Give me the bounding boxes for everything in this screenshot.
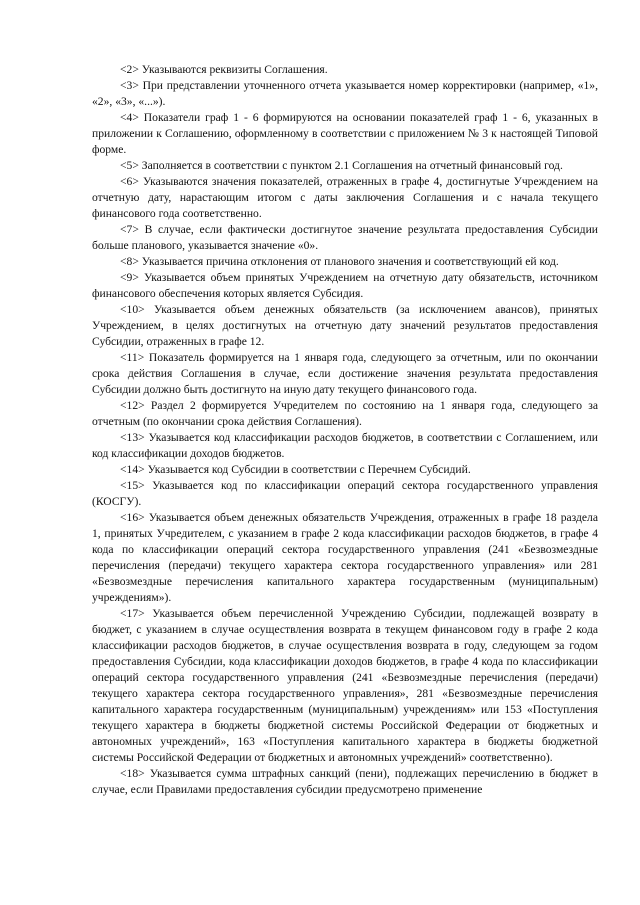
- footnote-11: <11> Показатель формируется на 1 января года, следующего за отчетным, или по окончании срока действия Соглашения в случае, если достижение значения результата предоставления Субсидии должно быть достигнуто на иную дату текущего финансового года.: [92, 351, 598, 396]
- footnote-12: <12> Раздел 2 формируется Учредителем по состоянию на 1 января года, следующего за отчетным (по окончании срока действия Соглашения).: [92, 399, 598, 428]
- footnote-3: <3> При представлении уточненного отчета указывается номер корректировки (например, «1», «2», «3», «...»).: [92, 79, 598, 108]
- footnote-7: <7> В случае, если фактически достигнутое значение результата предоставления Субсидии больше планового, указывается значение «0».: [92, 223, 598, 252]
- footnote-8: <8> Указывается причина отклонения от планового значения и соответствующий ей код.: [120, 255, 559, 268]
- footnote-14: <14> Указывается код Субсидии в соответствии с Перечнем Субсидий.: [120, 463, 471, 476]
- footnote-15: <15> Указывается код по классификации операций сектора государственного управления (КОСГУ).: [92, 479, 598, 508]
- footnote-16: <16> Указывается объем денежных обязательств Учреждения, отраженных в графе 18 раздела 1, принятых Учредителем, с указанием в графе 2 кода классификации расходов бюджетов, в графе 4 кода по классификации операций сектора государственного управления (241 «Безвозмездные перечисления (передачи) текущего характера сектора государственного управления» или 281 «Безвозмездные перечисления капитального характера государственным (муниципальным) учреждениям»).: [92, 511, 598, 604]
- footnote-18: <18> Указывается сумма штрафных санкций (пени), подлежащих перечислению в бюджет в случае, если Правилами предоставления субсидии предусмотрено применение: [92, 767, 598, 796]
- footnote-9: <9> Указывается объем принятых Учреждением на отчетную дату обязательств, источником финансового обеспечения которых является Субсидия.: [92, 271, 598, 300]
- footnote-6: <6> Указываются значения показателей, отраженных в графе 4, достигнутые Учреждением на отчетную дату, нарастающим итогом с даты заключения Соглашения и с начала текущего финансового года соответственно.: [92, 175, 598, 220]
- footnote-5: <5> Заполняется в соответствии с пунктом 2.1 Соглашения на отчетный финансовый год.: [120, 159, 563, 172]
- document-page: [92, 62, 598, 798]
- footnote-4: <4> Показатели граф 1 - 6 формируются на основании показателей граф 1 - 6, указанных в приложении к Соглашению, оформленному в соответствии с приложением № 3 к настоящей Типовой форме.: [92, 111, 598, 156]
- footnote-17: <17> Указывается объем перечисленной Учреждению Субсидии, подлежащей возврату в бюджет, с указанием в случае осуществления возврата в текущем финансовом году в графе 2 кода классификации расходов бюджетов, в случае осуществления возврата в году, следующем за годом предоставления Субсидии, кода классификации доходов бюджетов, в графе 4 кода по классификации операций сектора государственного управления (241 «Безвозмездные перечисления (передачи) текущего характера сектора государственного управления», 281 «Безвозмездные перечисления капитального характера государственным (муниципальным) учреждениям» или 153 «Поступления текущего характера в бюджеты бюджетной системы Российской Федерации от бюджетных и автономных учреждений», 163 «Поступления капитального характера в бюджеты бюджетной системы Российской Федерации от бюджетных и автономных учреждений» соответственно).: [92, 607, 598, 764]
- footnote-10: <10> Указывается объем денежных обязательств (за исключением авансов), принятых Учреждением, в целях достигнутых на отчетную дату значений результатов предоставления Субсидии, отраженных в графе 12.: [92, 303, 598, 348]
- footnote-13: <13> Указывается код классификации расходов бюджетов, в соответствии с Соглашением, или код классификации доходов бюджетов.: [92, 431, 598, 460]
- footnote-2: <2> Указываются реквизиты Соглашения.: [120, 63, 328, 76]
